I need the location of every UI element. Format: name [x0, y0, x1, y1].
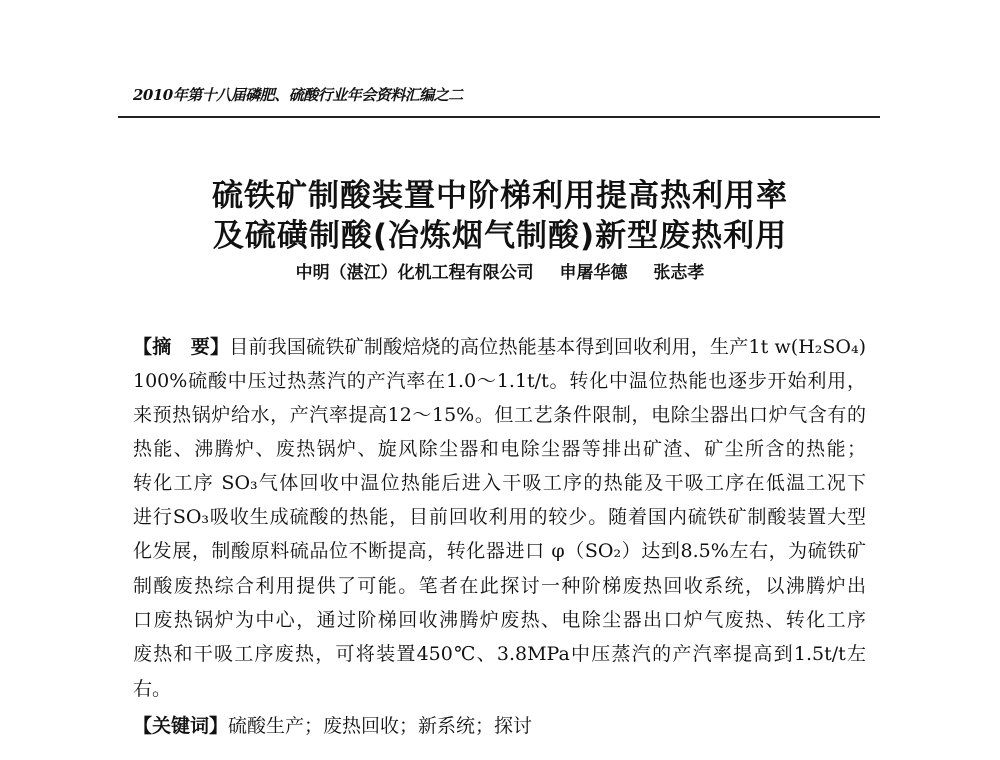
affiliation: 中明（湛江）化机工程有限公司 [295, 263, 534, 283]
abstract-line: 热能、沸腾炉、废热锅炉、旋风除尘器和电除尘器等排出矿渣、矿尘所含的热能； [133, 438, 866, 460]
paper-title-line-2: 及硫磺制酸(冶炼烟气制酸)新型废热利用 [212, 218, 788, 254]
abstract-line: 化发展，制酸原料硫品位不断提高，转化器进口 φ（SO₂）达到8.5%左右，为硫铁矿 [133, 540, 866, 562]
running-header: 2010年第十八届磷肥、硫酸行业年会资料汇编之二 [133, 86, 463, 104]
keywords-label: 【关键词】 [133, 715, 229, 737]
author-line [0, 258, 1000, 283]
paper-title-line-1: 硫铁矿制酸装置中阶梯利用提高热利用率 [212, 178, 788, 214]
abstract-line: 100%硫酸中压过热蒸汽的产汽率在1.0～1.1t/t。转化中温位热能也逐步开始利用， [133, 370, 866, 392]
abstract-line: 来预热锅炉给水，产汽率提高12～15%。但工艺条件限制，电除尘器出口炉气含有的 [133, 404, 866, 426]
author-name: 申屠华德 [559, 263, 628, 283]
abstract-line: 口废热锅炉为中心，通过阶梯回收沸腾炉废热、电除尘器出口炉气废热、转化工序 [133, 609, 866, 631]
abstract-line: 制酸废热综合利用提供了可能。笔者在此探讨一种阶梯废热回收系统，以沸腾炉出 [133, 575, 866, 597]
abstract-line: 右。 [133, 678, 172, 700]
keywords-line [133, 714, 866, 738]
abstract-line [133, 335, 866, 359]
abstract-text: 目前我国硫铁矿制酸焙烧的高位热能基本得到回收利用，生产1t w(H₂SO₄) [229, 336, 866, 358]
keywords-text: 硫酸生产；废热回收；新系统；探讨 [228, 715, 533, 737]
abstract-line: 废热和干吸工序废热，可将装置450℃、3.8MPa中压蒸汽的产汽率提高到1.5t/t左 [133, 643, 866, 665]
abstract-label: 【摘 要】 [133, 336, 230, 358]
header-rule [118, 116, 880, 118]
abstract-line: 进行SO₃吸收生成硫酸的热能，目前回收利用的较少。随着国内硫铁矿制酸装置大型 [133, 506, 866, 528]
author-name: 张志孝 [653, 263, 705, 283]
abstract-line: 转化工序 SO₃气体回收中温位热能后进入干吸工序的热能及干吸工序在低温工况下 [133, 472, 866, 494]
